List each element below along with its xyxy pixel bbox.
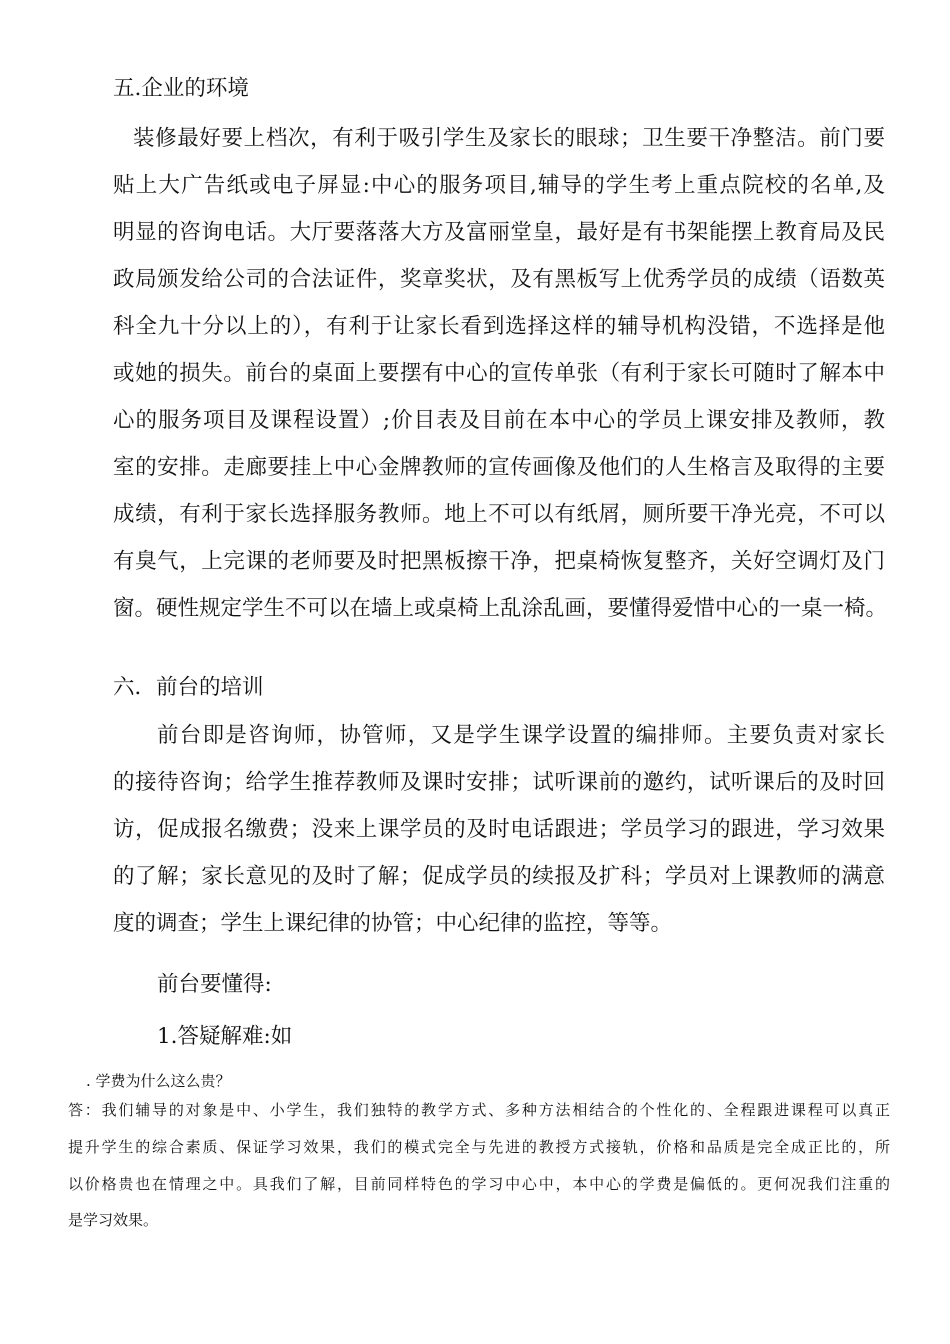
paragraph-line: 前台即是咨询师，协管师，又是学生课学设置的编排师。主要负责对家长 — [157, 723, 885, 748]
paragraph-line: 访，促成报名缴费；没来上课学员的及时电话跟进；学员学习的跟进，学习效果 — [113, 817, 885, 842]
paragraph-line: 的了解；家长意见的及时了解；促成学员的续报及扩科；学员对上课教师的满意 — [113, 864, 885, 889]
faq-answer-line: 是学习效果。 — [68, 1211, 159, 1229]
list-item-1: 1.答疑解难:如 — [157, 1024, 293, 1049]
faq-answer-line: 以价格贵也在情理之中。具我们了解，目前同样特色的学习中心中，本中心的学费是偏低的。更何况我们注重的 — [68, 1175, 890, 1193]
faq-question: . 学费为什么这么贵？ — [86, 1072, 231, 1090]
paragraph-line: 成绩，有利于家长选择服务教师。地上不可以有纸屑，厕所要干净光亮，不可以 — [113, 502, 885, 527]
section-6-heading: 六．前台的培训 — [113, 675, 264, 700]
faq-answer-line: 提升学生的综合素质、保证学习效果，我们的模式完全与先进的教授方式接轨，价格和品质是完全成正比的，所 — [68, 1138, 890, 1156]
paragraph-line: 度的调查；学生上课纪律的协管；中心纪律的监控，等等。 — [113, 911, 673, 936]
paragraph-line: 心的服务项目及课程设置）;价目表及目前在本中心的学员上课安排及教师，教 — [113, 408, 885, 433]
must-know-label: 前台要懂得: — [157, 972, 272, 997]
paragraph-line: 贴上大广告纸或电子屏显:中心的服务项目,辅导的学生考上重点院校的名单,及 — [113, 173, 885, 198]
paragraph-line: 科全九十分以上的），有利于让家长看到选择这样的辅导机构没错，不选择是他 — [113, 314, 885, 339]
paragraph-line: 的接待咨询；给学生推荐教师及课时安排；试听课前的邀约，试听课后的及时回 — [113, 770, 885, 795]
paragraph-line: 政局颁发给公司的合法证件，奖章奖状，及有黑板写上优秀学员的成绩（语数英 — [113, 267, 885, 292]
section-5-heading: 五.企业的环境 — [113, 76, 249, 101]
paragraph-line: 窗。硬性规定学生不可以在墙上或桌椅上乱涂乱画，要懂得爱惜中心的一桌一椅。 — [113, 596, 888, 621]
paragraph-line: 室的安排。走廊要挂上中心金牌教师的宣传画像及他们的人生格言及取得的主要 — [113, 455, 885, 480]
faq-answer-line: 答：我们辅导的对象是中、小学生，我们独特的教学方式、多种方法相结合的个性化的、全程跟进课程可以真正 — [68, 1101, 890, 1119]
paragraph-line: 明显的咨询电话。大厅要落落大方及富丽堂皇，最好是有书架能摆上教育局及民 — [113, 220, 885, 245]
paragraph-line: 装修最好要上档次，有利于吸引学生及家长的眼球；卫生要干净整洁。前门要 — [133, 126, 885, 151]
paragraph-line: 有臭气，上完课的老师要及时把黑板擦干净，把桌椅恢复整齐，关好空调灯及门 — [113, 549, 885, 574]
paragraph-line: 或她的损失。前台的桌面上要摆有中心的宣传单张（有利于家长可随时了解本中 — [113, 361, 885, 386]
